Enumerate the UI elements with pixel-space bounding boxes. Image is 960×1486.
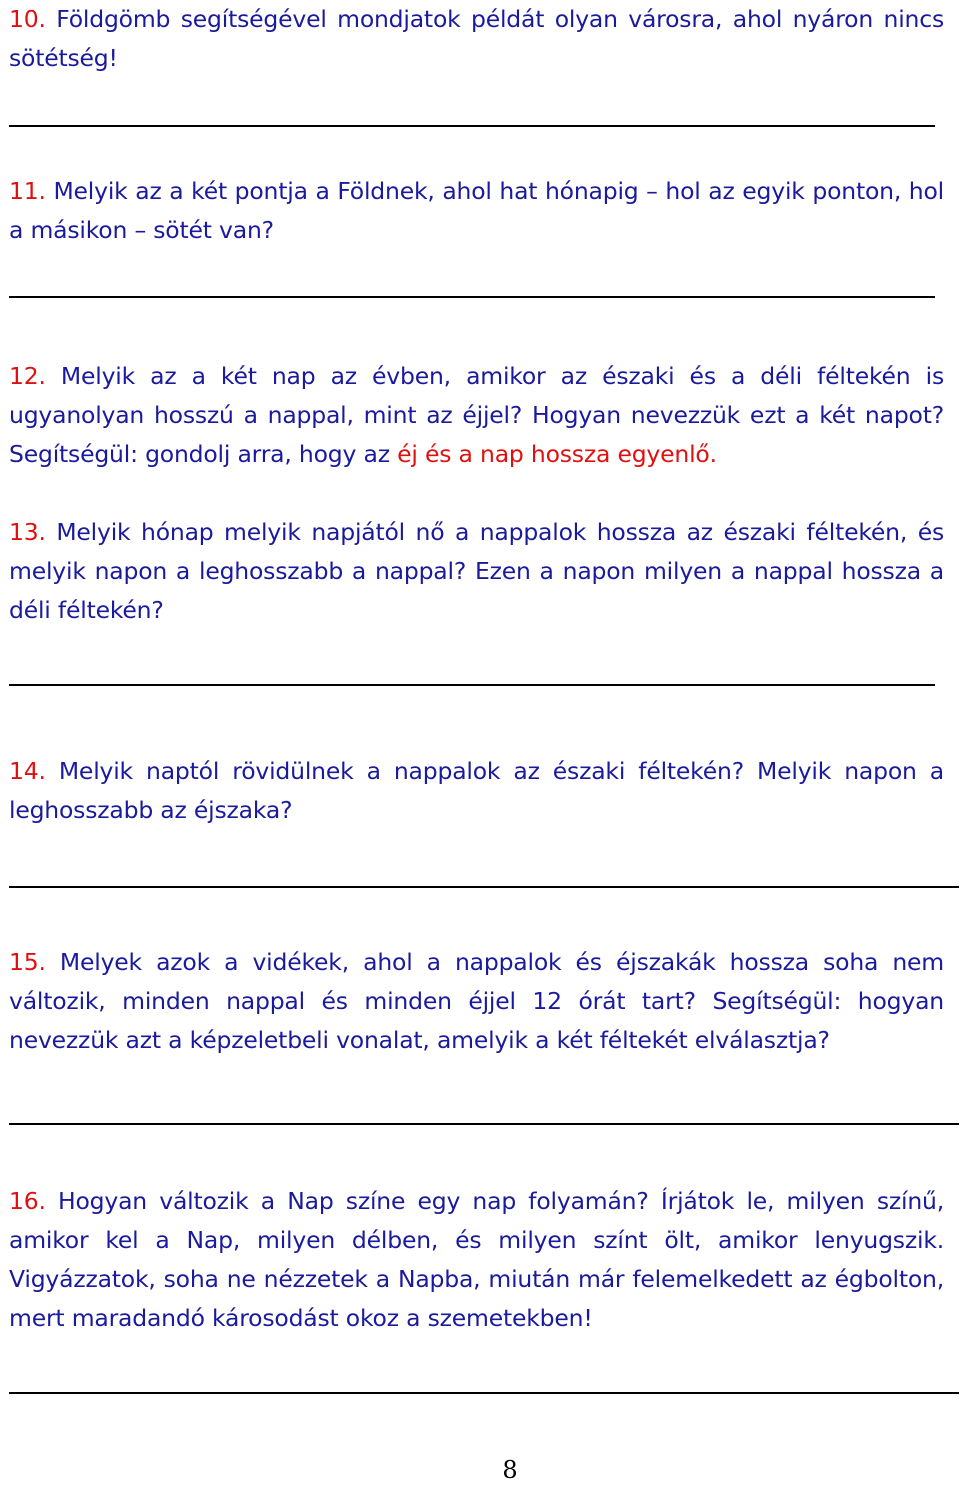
answer-line bbox=[9, 684, 935, 686]
question-number: 12. bbox=[9, 362, 46, 390]
page-number: 8 bbox=[502, 1456, 518, 1484]
question-number: 15. bbox=[9, 948, 46, 976]
question-number: 13. bbox=[9, 518, 46, 546]
question-12 bbox=[9, 357, 944, 474]
question-number: 11. bbox=[9, 177, 46, 205]
question-number: 10. bbox=[9, 5, 46, 33]
question-15 bbox=[9, 943, 944, 1060]
question-13 bbox=[9, 513, 944, 630]
question-text: Melyek azok a vidékek, ahol a nappalok és éjszakák hossza soha nem változik, minden nappal és minden éjjel 12 órát tart? Segítségül: hogyan nevezzük azt a képzeletbeli vonalat, amelyik a két féltekét elválasztja? bbox=[9, 948, 944, 1054]
question-text: Hogyan változik a Nap színe egy nap folyamán? Írjátok le, milyen színű, amikor kel a Nap, milyen délben, és milyen színt ölt, amikor lenyugszik. Vigyázzatok, soha ne nézzetek a Napba, miután már felemelkedett az égbolton, mert maradandó károsodást okoz a szemetekben! bbox=[9, 1187, 944, 1332]
question-text: Földgömb segítségével mondjatok példát olyan városra, ahol nyáron nincs sötétség! bbox=[9, 5, 944, 72]
question-number: 16. bbox=[9, 1187, 46, 1215]
answer-line bbox=[9, 1123, 959, 1125]
question-text: Melyik naptól rövidülnek a nappalok az északi féltekén? Melyik napon a leghosszabb az éjszaka? bbox=[9, 757, 944, 824]
answer-line bbox=[9, 886, 959, 888]
answer-line bbox=[9, 125, 935, 127]
question-text: Melyik az a két nap az évben, amikor az északi és a déli féltekén is ugyanolyan hosszú a nappal, mint az éjjel? Hogyan nevezzük ezt a két napot? Segítségül: gondolj arra, hogy az bbox=[9, 362, 944, 468]
question-10 bbox=[9, 0, 944, 78]
question-number: 14. bbox=[9, 757, 46, 785]
question-16 bbox=[9, 1182, 944, 1338]
highlighted-hint: éj és a nap hossza egyenlő. bbox=[397, 440, 717, 468]
answer-line bbox=[9, 296, 935, 298]
question-14 bbox=[9, 752, 944, 830]
question-text: Melyik hónap melyik napjától nő a nappalok hossza az északi féltekén, és melyik napon a leghosszabb a nappal? Ezen a napon milyen a nappal hossza a déli féltekén? bbox=[9, 518, 944, 624]
answer-line bbox=[9, 1392, 959, 1394]
question-11 bbox=[9, 172, 944, 250]
question-text: Melyik az a két pontja a Földnek, ahol hat hónapig – hol az egyik ponton, hol a másikon – sötét van? bbox=[9, 177, 945, 244]
